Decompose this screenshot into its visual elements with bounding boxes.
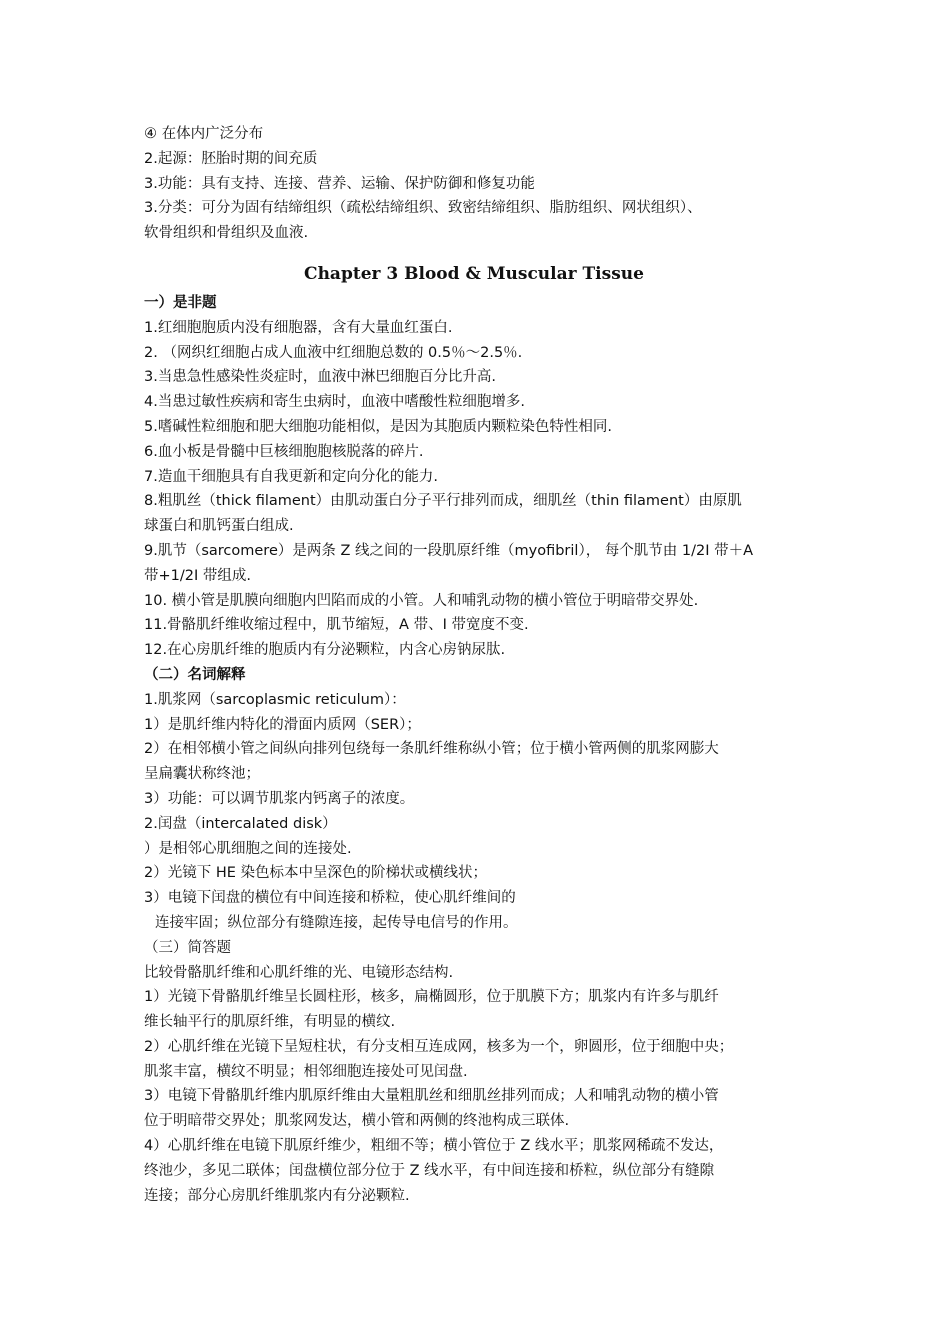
definition-line: ）是相邻心肌细胞之间的连接处. — [144, 840, 352, 857]
question-line: 7.造血干细胞具有自我更新和定向分化的能力. — [144, 468, 438, 485]
answer-line: 3）电镜下骨骼肌纤维内肌原纤维由大量粗肌丝和细肌丝排列而成；人和哺乳动物的横小管 — [144, 1088, 719, 1105]
intro-line: 3.功能：具有支持、连接、营养、运输、保护防御和修复功能 — [144, 175, 535, 192]
definition-line: 2）光镜下 HE 染色标本中呈深色的阶梯状或横线状； — [144, 865, 488, 882]
definition-line: 呈扁囊状称终池； — [144, 766, 260, 783]
question-line: 6.血小板是骨髓中巨核细胞胞核脱落的碎片. — [144, 443, 424, 460]
answer-line: 连接；部分心房肌纤维肌浆内有分泌颗粒. — [144, 1187, 410, 1204]
intro-block — [144, 122, 816, 246]
answer-line: 比较骨骼肌纤维和心肌纤维的光、电镜形态结构. — [144, 964, 454, 981]
answer-line: 1）光镜下骨骼肌纤维呈长圆柱形，核多，扁椭圆形，位于肌膜下方；肌浆内有许多与肌纤 — [144, 989, 719, 1006]
question-line: 带+1/2I 带组成. — [144, 567, 251, 584]
question-line: 11.骨骼肌纤维收缩过程中，肌节缩短，A 带、I 带宽度不变. — [144, 617, 529, 634]
intro-line: 3.分类：可分为固有结缔组织（疏松结缔组织、致密结缔组织、脂肪组织、网状组织）、 — [144, 200, 702, 217]
definition-line: 2.闰盘（intercalated disk） — [144, 815, 337, 832]
answer-line: 位于明暗带交界处；肌浆网发达，横小管和两侧的终池构成三联体. — [144, 1113, 570, 1130]
document-page — [144, 122, 816, 1208]
question-line: 球蛋白和肌钙蛋白组成. — [144, 518, 294, 535]
section-heading: 一）是非题 — [144, 294, 217, 311]
definition-line: 连接牢固；纵位部分有缝隙连接，起传导电信号的作用。 — [155, 914, 518, 931]
definition-line: 1）是肌纤维内特化的滑面内质网（SER）； — [144, 716, 421, 733]
intro-line: 2.起源：胚胎时期的间充质 — [144, 150, 318, 167]
definitions-section — [144, 663, 816, 936]
intro-line: 软骨组织和骨组织及血液. — [144, 225, 309, 242]
definition-line: 1.肌浆网（sarcoplasmic reticulum）： — [144, 691, 406, 708]
question-line: 5.嗜碱性粒细胞和肥大细胞功能相似，是因为其胞质内颗粒染色特性相同. — [144, 418, 612, 435]
definition-line: 3）电镜下闰盘的横位有中间连接和桥粒，使心肌纤维间的 — [144, 890, 516, 907]
answer-line: 2）心肌纤维在光镜下呈短柱状，有分支相互连成网，核多为一个，卵圆形，位于细胞中央； — [144, 1038, 734, 1055]
answer-line: 肌浆丰富，横纹不明显；相邻细胞连接处可见闰盘. — [144, 1063, 468, 1080]
section-heading: （二）名词解释 — [144, 666, 246, 683]
question-line: 3.当患急性感染性炎症时，血液中淋巴细胞百分比升高. — [144, 369, 496, 386]
question-line: 9.肌节（sarcomere）是两条 Z 线之间的一段肌原纤维（myofibril）， 每个肌节由 1/2I 带＋A — [144, 542, 754, 559]
answer-line: 维长轴平行的肌原纤维，有明显的横纹. — [144, 1014, 396, 1031]
answer-line: 终池少，多见二联体；闰盘横位部分位于 Z 线水平，有中间连接和桥粒，纵位部分有缝隙 — [144, 1162, 715, 1179]
definition-line: 3）功能：可以调节肌浆内钙离子的浓度。 — [144, 790, 415, 807]
question-line: 10. 横小管是肌膜向细胞内凹陷而成的小管。人和哺乳动物的横小管位于明暗带交界处. — [144, 592, 699, 609]
question-line: 4.当患过敏性疾病和寄生虫病时，血液中嗜酸性粒细胞增多. — [144, 394, 525, 411]
question-line: 12.在心房肌纤维的胞质内有分泌颗粒，内含心房钠尿肽. — [144, 642, 506, 659]
true-false-section — [144, 291, 816, 663]
question-line: 8.粗肌丝（thick filament）由肌动蛋白分子平行排列而成，细肌丝（thin filament）由原肌 — [144, 493, 742, 510]
short-answer-section — [144, 936, 816, 1209]
section-heading: （三）简答题 — [144, 939, 231, 956]
question-line: 2. （网织红细胞占成人血液中红细胞总数的 0.5％～2.5％. — [144, 344, 523, 361]
chapter-title: Chapter 3 Blood & Muscular Tissue — [304, 263, 644, 284]
answer-line: 4）心肌纤维在电镜下肌原纤维少，粗细不等；横小管位于 Z 线水平；肌浆网稀疏不发达， — [144, 1138, 724, 1155]
question-line: 1.红细胞胞质内没有细胞器，含有大量血红蛋白. — [144, 319, 453, 336]
intro-line: ④ 在体内广泛分布 — [144, 126, 264, 142]
definition-line: 2）在相邻横小管之间纵向排列包绕每一条肌纤维称纵小管；位于横小管两侧的肌浆网膨大 — [144, 741, 719, 758]
